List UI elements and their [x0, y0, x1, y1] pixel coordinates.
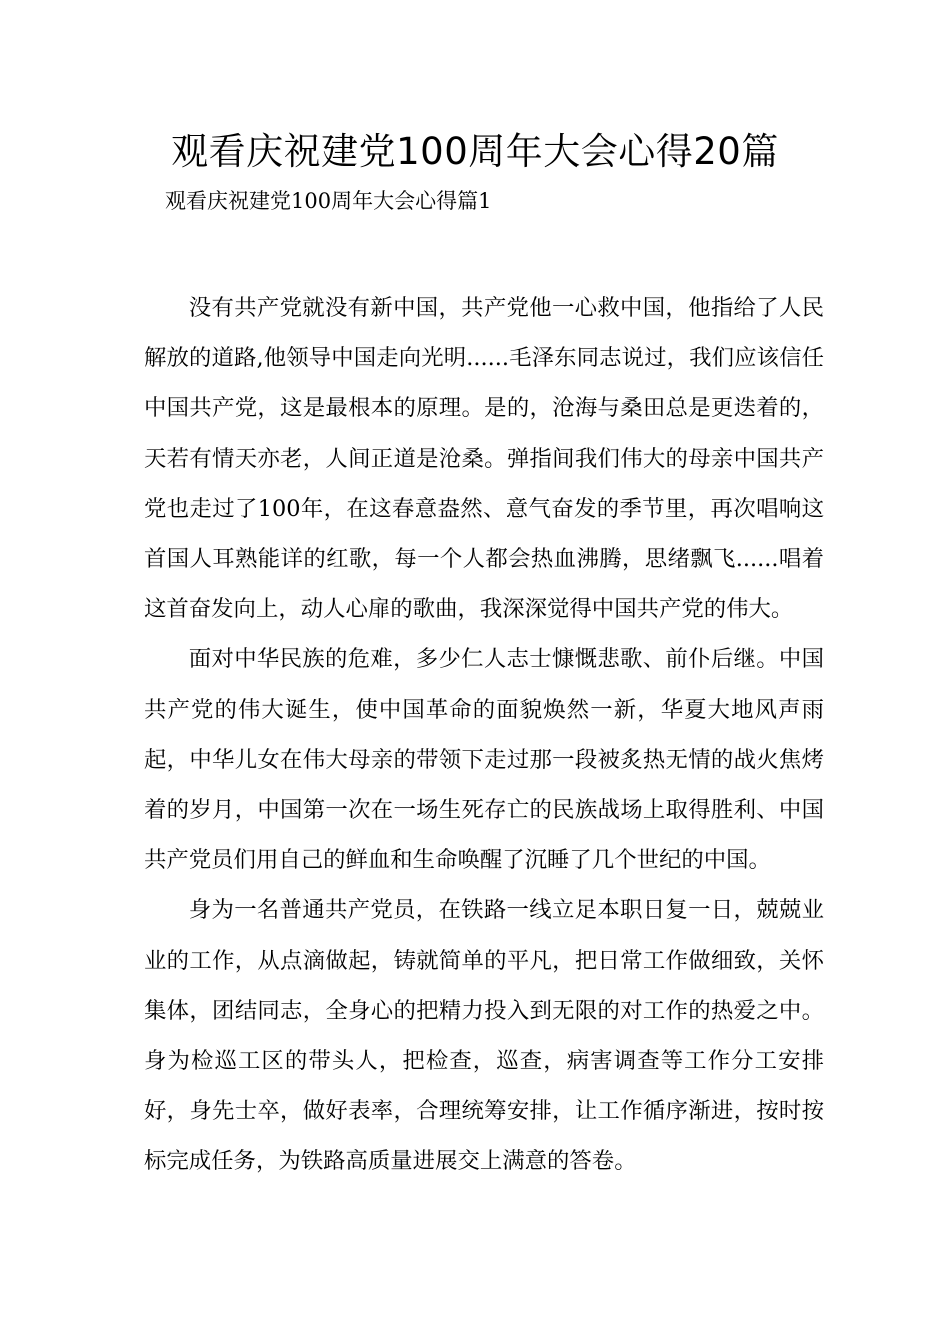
document-title: 观看庆祝建党100周年大会心得20篇: [171, 130, 779, 173]
document-subtitle: 观看庆祝建党100周年大会心得篇1: [165, 189, 492, 213]
document-body: [144, 283, 824, 1187]
paragraph-1: 没有共产党就没有新中国，共产党他一心救中国，他指给了人民解放的道路,他领导中国走向光明......毛泽东同志说过，我们应该信任中国共产党，这是最根本的原理。是的，沧海与桑田总是更迭着的，天若有情天亦老，人间正道是沧桑。弹指间我们伟大的母亲中国共产党也走过了100年，在这春意盎然、意气奋发的季节里，再次唱响这首国人耳熟能详的红歌，每一个人都会热血沸腾，思绪飘飞......唱着这首奋发向上，动人心扉的歌曲，我深深觉得中国共产党的伟大。: [144, 295, 824, 623]
paragraph-3: 身为一名普通共产党员，在铁路一线立足本职日复一日，兢兢业业的工作，从点滴做起，铸就简单的平凡，把日常工作做细致，关怀集体，团结同志，全身心的把精力投入到无限的对工作的热爱之中。身为检巡工区的带头人，把检查，巡查，病害调查等工作分工安排好，身先士卒，做好表率，合理统筹安排，让工作循序渐进，按时按标完成任务，为铁路高质量进展交上满意的答卷。: [144, 897, 824, 1175]
paragraph-2: 面对中华民族的危难，多少仁人志士慷慨悲歌、前仆后继。中国共产党的伟大诞生，使中国革命的面貌焕然一新，华夏大地风声雨起，中华儿女在伟大母亲的带领下走过那一段被炙热无情的战火焦烤着的岁月，中国第一次在一场生死存亡的民族战场上取得胜利、中国共产党员们用自己的鲜血和生命唤醒了沉睡了几个世纪的中国。: [144, 646, 824, 874]
